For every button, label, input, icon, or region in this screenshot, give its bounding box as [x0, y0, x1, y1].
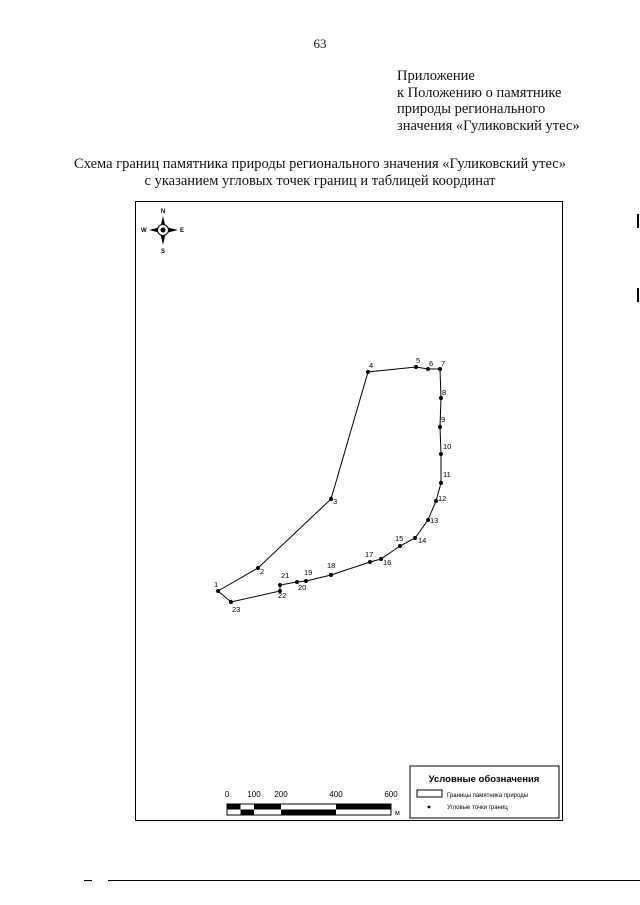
- boundary-point-label-8: 8: [442, 388, 447, 397]
- boundary-point-label-10: 10: [443, 442, 452, 451]
- boundary-point-18: [329, 573, 333, 577]
- boundary-point-17: [368, 560, 372, 564]
- boundary-point-15: [398, 544, 402, 548]
- compass-east-label: E: [180, 228, 185, 234]
- scale-label-0: 0: [224, 790, 230, 799]
- scale-unit: м: [395, 810, 400, 817]
- boundary-point-4: [366, 370, 370, 374]
- compass-west-label: W: [141, 228, 147, 234]
- scale-bar: [225, 790, 400, 817]
- boundary-point-label-7: 7: [441, 359, 446, 368]
- compass-south-label: S: [160, 249, 166, 255]
- page-bottom-rule: [108, 880, 640, 881]
- boundary-point-label-20: 20: [298, 583, 307, 592]
- boundary-point-10: [439, 452, 443, 456]
- map-title-line-1: Схема границ памятника природы регионального значения «Гуликовский утес»: [74, 156, 566, 172]
- legend-boundary-label: Границы памятника природы: [447, 793, 529, 799]
- boundary-point-label-23: 23: [232, 605, 241, 614]
- boundary-point-label-1: 1: [214, 580, 219, 589]
- boundary-point-1: [216, 589, 220, 593]
- boundary-point-label-17: 17: [365, 550, 374, 559]
- compass-north-label: N: [160, 209, 166, 215]
- boundary-point-label-22: 22: [278, 591, 287, 600]
- map-title-line-2: с указанием угловых точек границ и таблицей координат: [144, 173, 496, 189]
- boundary-point-label-5: 5: [416, 356, 421, 365]
- scale-label-200: 200: [274, 790, 288, 799]
- boundary-point-label-2: 2: [260, 567, 265, 576]
- annex-line-2: к Положению о памятнике: [397, 84, 562, 101]
- boundary-point-label-4: 4: [369, 361, 374, 370]
- boundary-point-label-13: 13: [430, 516, 439, 525]
- boundary-point-label-19: 19: [304, 568, 313, 577]
- boundary-point-11: [439, 481, 443, 485]
- page-bottom-tick: [84, 880, 92, 881]
- boundary-point-21: [278, 583, 282, 587]
- annex-line-4: значения «Гуликовский утес»: [397, 117, 580, 134]
- compass-rose-icon: [141, 209, 184, 255]
- scale-label-600: 600: [384, 790, 398, 799]
- boundary-point-label-15: 15: [395, 534, 404, 543]
- annex-line-1: Приложение: [397, 68, 475, 84]
- boundary-point-label-11: 11: [443, 470, 451, 479]
- boundary-point-label-18: 18: [327, 561, 336, 570]
- boundary-point-label-9: 9: [441, 415, 446, 424]
- page-edge-mark: [637, 214, 639, 228]
- boundary-point-14: [413, 536, 417, 540]
- legend-boundary-swatch: [417, 790, 442, 797]
- boundary-point-label-6: 6: [429, 359, 434, 368]
- legend-title: Условные обозначения: [428, 774, 540, 785]
- boundary-point-9: [438, 425, 442, 429]
- boundary-point-label-21: 21: [281, 571, 290, 580]
- boundary-points: [214, 356, 451, 614]
- boundary-point-label-3: 3: [333, 497, 338, 506]
- boundary-point-label-14: 14: [418, 536, 427, 545]
- legend-point-label: Угловые точки границ: [447, 805, 508, 811]
- boundary-point-23: [229, 600, 233, 604]
- page-number: 63: [313, 36, 327, 51]
- scale-label-100: 100: [247, 790, 261, 799]
- legend-point-swatch: [428, 806, 431, 809]
- boundary-point-label-12: 12: [438, 494, 447, 503]
- annex-line-3: природы регионального: [397, 101, 546, 117]
- boundary-point-5: [414, 365, 418, 369]
- page-edge-mark: [637, 288, 639, 302]
- scale-label-400: 400: [329, 790, 343, 799]
- map-legend: [410, 766, 559, 818]
- boundary-point-label-16: 16: [383, 558, 392, 567]
